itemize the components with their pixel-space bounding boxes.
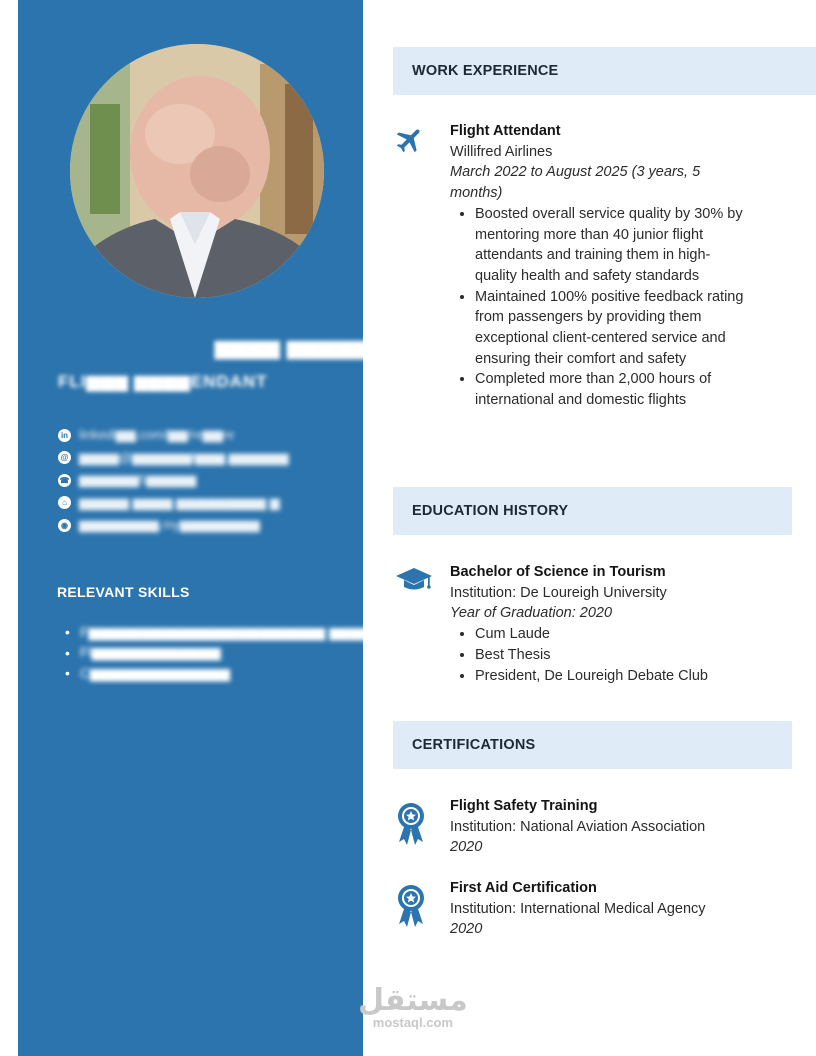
contact-phone-text: ▆▆▆▆▆▆5▆▆▆▆▆ — [79, 472, 197, 488]
watermark-arabic: مستقل — [358, 983, 468, 1018]
education-bullet: • Best Thesis — [475, 645, 750, 666]
contact-email[interactable] — [58, 447, 289, 470]
certification-institution: Institution: National Aviation Association — [450, 818, 706, 835]
education-history-header — [393, 487, 792, 535]
graduation-cap-icon — [395, 565, 433, 593]
profile-photo-image — [70, 44, 324, 298]
phone-icon: ☎ — [59, 475, 70, 485]
certification-institution: Institution: International Medical Agency — [450, 900, 706, 917]
work-experience-header — [393, 47, 816, 95]
profile-photo — [70, 44, 324, 298]
education-bullet: • President, De Loureigh Debate Club — [475, 666, 750, 687]
website-icon: ◉ — [58, 519, 71, 532]
contact-address-text: ▆▆▆▆▆ ▆▆▆▆ ▆▆▆▆▆▆▆▆▆ ▆ — [79, 494, 280, 510]
education-entry — [450, 562, 750, 686]
company-name: Willifred Airlines — [450, 143, 553, 160]
certification-entry — [450, 878, 750, 940]
contact-linkedin-text: linkedi▆▆.com/▆▆/re▆▆re — [79, 427, 235, 443]
contact-address — [58, 492, 289, 515]
job-dates: March 2022 to August 2025 (3 years, 5 months) — [450, 164, 701, 202]
skill-item-text: • F▆▆▆▆▆▆▆▆▆▆▆▆▆▆▆▆▆▆▆▆▆▆ ▆▆▆▆▆e — [79, 623, 391, 640]
name-line-1: ▆▆▆▆ ▆▆▆▆▆ ▆▆▆▆ ▆T — [215, 337, 478, 359]
certification-entry — [450, 796, 750, 858]
contact-linkedin[interactable] — [58, 424, 289, 447]
watermark — [358, 983, 468, 1030]
skill-item — [65, 622, 391, 643]
name-line-2: FLI▆▆▆ ▆▆▆▆ENDANT — [58, 372, 268, 391]
certification-year: 2020 — [450, 839, 483, 856]
education-history-heading: EDUCATION HISTORY — [412, 503, 569, 519]
skill-item-text: • C▆▆▆▆▆▆▆▆▆▆▆▆▆ — [79, 664, 230, 681]
skills-heading: RELEVANT SKILLS — [57, 584, 190, 600]
education-bullets — [450, 624, 750, 686]
certification-year: 2020 — [450, 921, 483, 938]
contact-list — [58, 424, 289, 537]
contact-website-text: ▆▆▆▆▆▆▆▆.my▆▆▆▆▆▆▆▆ — [79, 517, 260, 533]
work-bullet: • Completed more than 2,000 hours of international and domestic flights — [475, 369, 750, 410]
skill-item-text: • Fl▆▆▆▆▆▆▆▆▆▆▆▆ — [79, 644, 221, 661]
job-title: Flight Attendant — [450, 123, 561, 139]
contact-phone[interactable] — [58, 469, 289, 492]
work-bullets — [450, 204, 750, 411]
work-bullet: • Boosted overall service quality by 30% by mentoring more than 40 junior flight attendants and training them in high-quality health and safety standards — [475, 204, 750, 287]
home-icon: ⌂ — [58, 496, 71, 509]
certification-title: Flight Safety Training — [450, 798, 598, 814]
skills-list — [65, 622, 391, 684]
certification-title: First Aid Certification — [450, 880, 597, 896]
contact-website[interactable] — [58, 514, 289, 537]
education-bullet: • Cum Laude — [475, 624, 750, 645]
certifications-heading: CERTIFICATIONS — [412, 737, 536, 753]
degree-title: Bachelor of Science in Tourism — [450, 564, 666, 580]
email-icon: @ — [58, 451, 71, 464]
work-entry — [450, 121, 750, 411]
watermark-latin: mostaql.com — [372, 1015, 453, 1030]
skill-item — [65, 663, 391, 684]
award-ribbon-icon — [396, 802, 426, 848]
skill-item — [65, 643, 391, 664]
work-experience-heading: WORK EXPERIENCE — [412, 63, 559, 79]
education-institution: Institution: De Loureigh University — [450, 584, 667, 601]
contact-email-text: ▆▆▆▆@▆▆▆▆▆▆l▆▆▆.▆▆▆▆▆▆ — [79, 449, 289, 465]
award-ribbon-icon — [396, 884, 426, 930]
airplane-icon — [394, 124, 426, 156]
graduation-year: Year of Graduation: 2020 — [450, 605, 613, 622]
certifications-header — [393, 721, 792, 769]
linkedin-icon: in — [58, 429, 71, 442]
work-bullet: • Maintained 100% positive feedback rating from passengers by providing them exceptional client-centered service and ensuring their comfort and safety — [475, 287, 750, 370]
